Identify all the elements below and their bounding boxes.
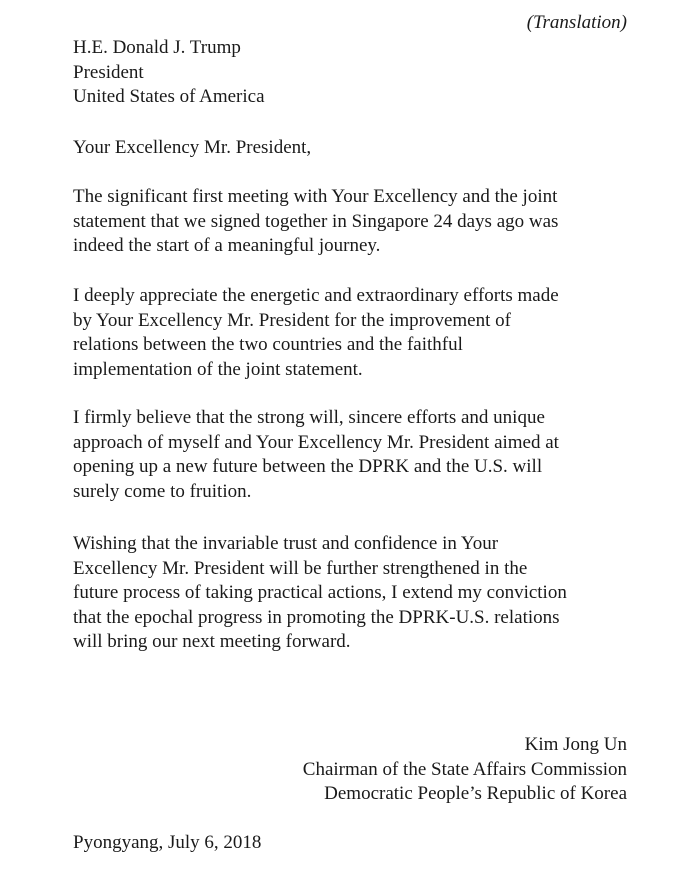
place-and-date: Pyongyang, July 6, 2018 xyxy=(73,832,262,853)
signatory-name: Kim Jong Un xyxy=(524,734,627,755)
body-paragraph-1 xyxy=(73,185,633,259)
paragraph-line: approach of myself and Your Excellency Mr. President aimed at xyxy=(73,431,559,453)
paragraph-line: opening up a new future between the DPRK and the U.S. will xyxy=(73,456,543,477)
recipient-title: President xyxy=(73,61,144,83)
signature-block xyxy=(303,733,627,807)
body-paragraph-4 xyxy=(73,532,633,655)
translation-note: (Translation) xyxy=(526,12,627,33)
salutation: Your Excellency Mr. President, xyxy=(73,137,312,158)
paragraph-line: The significant first meeting with Your Excellency and the joint xyxy=(73,186,558,207)
paragraph-line: will bring our next meeting forward. xyxy=(73,631,351,652)
paragraph-line: I deeply appreciate the energetic and extraordinary efforts made xyxy=(73,285,559,306)
body-paragraph-3 xyxy=(73,406,633,504)
paragraph-line: indeed the start of a meaningful journey. xyxy=(73,235,381,256)
paragraph-line: Wishing that the invariable trust and confidence in Your xyxy=(73,533,499,554)
paragraph-line: statement that we signed together in Singapore 24 days ago was xyxy=(73,210,559,232)
paragraph-line: that the epochal progress in promoting the DPRK-U.S. relations xyxy=(73,606,560,628)
paragraph-line: relations between the two countries and the faithful xyxy=(73,334,463,355)
signatory-title: Chairman of the State Affairs Commission xyxy=(302,758,627,780)
paragraph-line: surely come to fruition. xyxy=(73,480,252,502)
signatory-country: Democratic People’s Republic of Korea xyxy=(324,783,627,804)
paragraph-line: Excellency Mr. President will be further strengthened in the xyxy=(73,557,528,579)
paragraph-line: by Your Excellency Mr. President for the improvement of xyxy=(73,309,511,331)
paragraph-line: implementation of the joint statement. xyxy=(73,358,363,380)
paragraph-line: future process of taking practical actions, I extend my conviction xyxy=(73,582,567,603)
recipient-address xyxy=(73,36,633,110)
body-paragraph-2 xyxy=(73,284,633,382)
paragraph-line: I firmly believe that the strong will, sincere efforts and unique xyxy=(73,407,545,428)
recipient-name: H.E. Donald J. Trump xyxy=(73,37,241,58)
recipient-country: United States of America xyxy=(73,86,265,107)
